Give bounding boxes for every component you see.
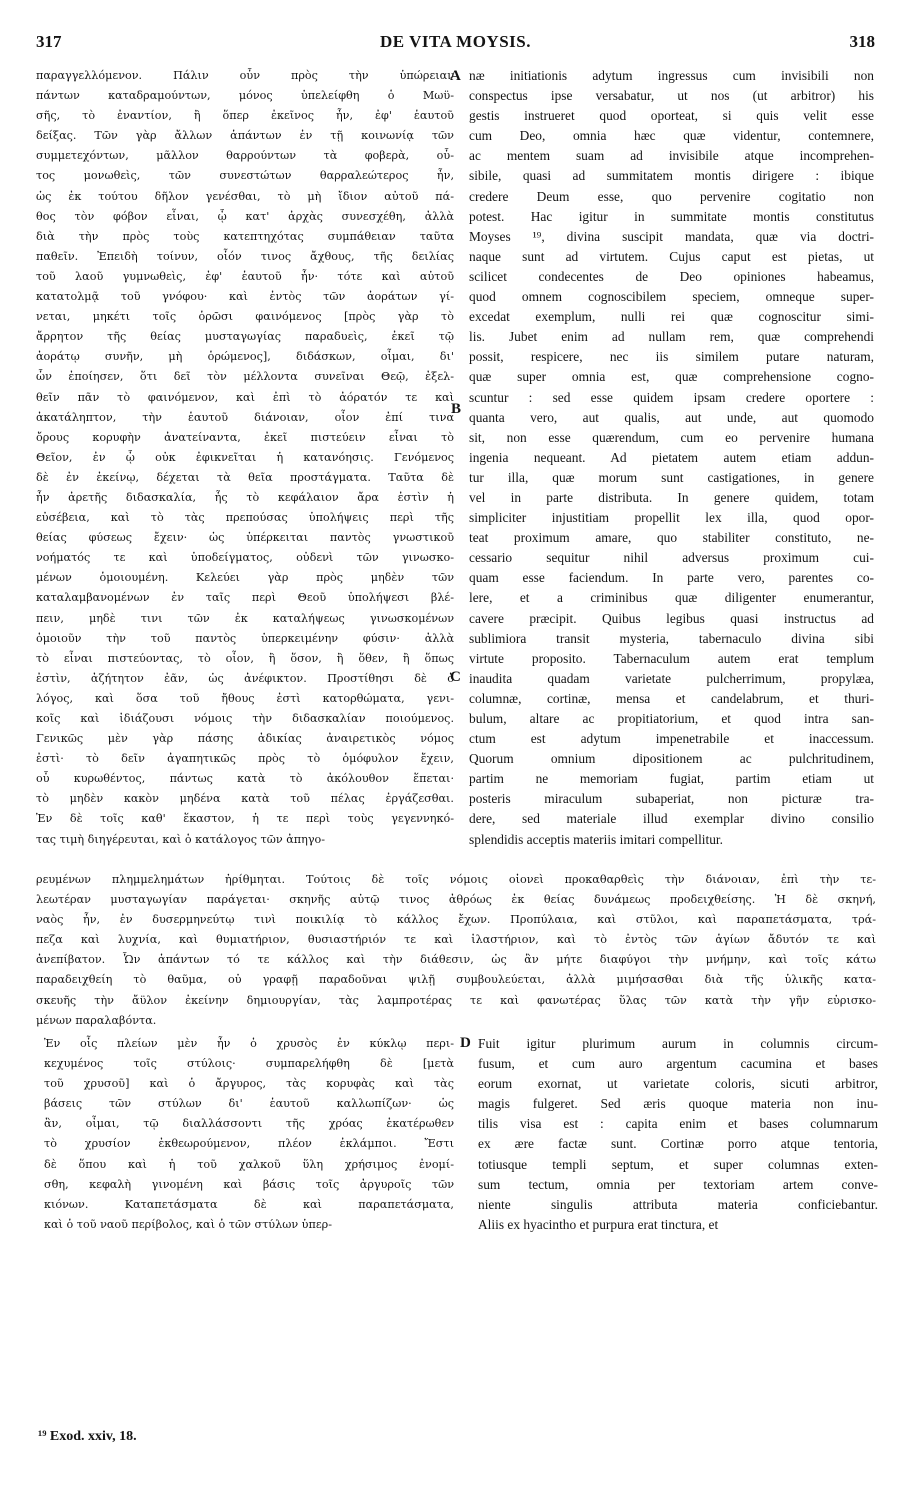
- latin-text-line: excedat exemplum, nulli rei quæ cognoscitur simi-: [469, 309, 874, 325]
- latin-text-line: lere, et a criminibus quæ diligenter enumerantur,: [469, 590, 874, 606]
- greek-text-line: μένων ὁμοιουμένη. Κελεύει γὰρ πρὸς μηδὲν τῶν: [36, 571, 454, 585]
- latin-text-line: eorum exornat, ut varietate coloris, sicuti arbitror,: [478, 1076, 878, 1092]
- latin-text-line: quanta vero, aut qualis, aut unde, aut quomodo: [469, 409, 874, 425]
- greek-text-line: παθεῖν. Ἐπειδὴ τοίνυν, οἷόν τινος ἄχθους, τῆς δειλίας: [36, 249, 454, 263]
- latin-text-line: naque sunt ad virtutem. Cujus caput est pietas, ut: [469, 248, 874, 264]
- greek-text-line: κατατολμᾷ τοῦ γνόφου· καὶ ἐντὸς τῶν ἀοράτων γί-: [36, 290, 454, 304]
- latin-text-line: conspectus ipse versabatur, ut nos (ut arbitror) his: [469, 88, 874, 104]
- latin-text-line: posteris miraculum subaperiat, non picturæ tra-: [469, 791, 874, 807]
- greek-text-line: σθη, κεφαλὴ γινομένη καὶ βάσις τοῖς ἀργυροῖς τῶν: [44, 1177, 454, 1191]
- greek-text-line: Θεῖον, ἐν ᾧ οὐκ ἐφικνεῖται ἡ κατανόησις. Γενόμενος: [36, 450, 454, 464]
- greek-text-line: εὐσέβεια, καὶ τὸ τὰς πρεπούσας ὑπολήψεις περὶ τῆς: [36, 511, 454, 525]
- latin-text-line: splendidis acceptis materiis imitari compellitur.: [469, 831, 723, 847]
- latin-text-line: quam esse faciendum. In parte vero, parentes co-: [469, 570, 874, 586]
- greek-text-line: τὸ μηδὲν κακὸν μηδένα κατὰ τοῦ πέλας ἐργάζεσθαι.: [36, 792, 454, 806]
- greek-text-line: θείας φύσεως ἔχειν· ὡς ὑπέρκειται παντὸς γνωστικοῦ: [36, 531, 454, 545]
- latin-text-line: bulum, altare ac propitiatorium, et quod intra san-: [469, 711, 874, 726]
- latin-text-line: sibile, quasi ad summitatem montis dirigere : ibique: [469, 168, 874, 184]
- latin-text-line: ingenia nequeant. Ad pietatem autem etiam addun-: [469, 449, 874, 465]
- greek-text-line: ἐστὶν, ἀζήτητον ἐᾶν, ὡς ἀνέφικτον. Προστίθησι δὲ ὁ: [36, 671, 454, 685]
- margin-letter-b: B: [451, 401, 462, 417]
- greek-text-line: Ἐν οἷς πλείων μὲν ἦν ὁ χρυσὸς ἐν κύκλῳ περι-: [44, 1037, 454, 1050]
- latin-text-line: quod omnem cognoscibilem speciem, omneque super-: [469, 289, 874, 305]
- latin-text-line: ctum est adytum impenetrabile et inaccessum.: [469, 731, 874, 747]
- latin-text-line: Moyses ¹⁹, divina suscipit mandata, quæ via doctri-: [469, 228, 874, 244]
- latin-text-line: fusum, et cum auro argentum cacumina et bases: [478, 1056, 878, 1072]
- greek-text-line: ἦν ἀρετῆς διδασκαλία, ἧς τὸ κεφάλαιον ἄρα ἐστὶν ἡ: [36, 490, 454, 504]
- greek-text-line: καταλαμβανομένων ἐν ταῖς περὶ Θεοῦ ὑπολήψεσι βλέ-: [36, 591, 454, 605]
- latin-text-line: Quorum omnium dipositionem ac pulchritudinem,: [469, 751, 874, 767]
- greek-text-line: ὡς ἐκ τούτου δῆλον γενέσθαι, τὸ μὴ ἴδιον αὐτοῦ πά-: [36, 189, 454, 203]
- latin-text-line: potest. Hac igitur in summitate montis constitutus: [469, 208, 874, 224]
- latin-column-top: [469, 66, 874, 850]
- greek-text-line: ἐστὶ· τὸ δεῖν ἀγαπητικῶς πρὸς τὸ ὁμόφυλον ἔχειν,: [36, 752, 454, 766]
- latin-text-line: magis fulgeret. Sed æris quoque materia non inu-: [478, 1096, 878, 1112]
- greek-text-line: νοήματός τε καὶ ὑποδείγματος, οὐδενὶ τῶν γινωσκο-: [36, 551, 454, 565]
- greek-text-line: νεται, μηκέτι τοῖς ὁρῶσι φαινόμενος [πρὸς γὰρ τὸ: [36, 310, 454, 324]
- greek-text-line: διὰ τὴν πρὸς τοὺς κατεπτηχότας συμπάθειαν ταῦτα: [36, 229, 454, 243]
- margin-letter-a: A: [450, 68, 461, 84]
- greek-text-line: καὶ ὁ τοῦ ναοῦ περίβολος, καὶ ὁ τῶν στύλων ὑπερ-: [44, 1217, 332, 1231]
- greek-text-line: θος τὸν φόβον εἶναι, ᾧ κατ' ἀρχὰς συνεσχέθη, ἀλλὰ: [36, 209, 454, 223]
- greek-text-line: τοῦ λαοῦ γυμνωθεὶς, ἐφ' ἑαυτοῦ ἦν· τότε καὶ αὐτοῦ: [36, 269, 454, 283]
- greek-text-line: συμμετεχόντων, μᾶλλον θαρρούντων τὰ φοβερὰ, οὗ-: [36, 149, 454, 163]
- greek-text-line: ἄρρητον τῆς θείας μυσταγωγίας παραδυεὶς, ἐκεῖ τῷ: [36, 330, 454, 344]
- greek-text-line: λόγος, καὶ ὅσα τοῦ ἤθους ἐστὶ κατορθώματα, γενι-: [36, 691, 454, 705]
- latin-text-line: columnæ, cortinæ, mensa et candelabrum, et thuri-: [469, 690, 874, 706]
- page-number-right: 318: [849, 32, 875, 51]
- greek-text-line: ἀκατάληπτον, τὴν ἑαυτοῦ διάνοιαν, οἷον ἐπί τινα: [36, 410, 454, 424]
- latin-text-line: næ initiationis adytum ingressus cum invisibili non: [469, 68, 874, 83]
- running-header: [36, 32, 875, 56]
- latin-text-line: cavere præcipit. Quibus legibus quasi instructus ad: [469, 610, 874, 626]
- footnote: ¹⁹ Exod. xxiv, 18.: [38, 1429, 137, 1444]
- greek-text-line: τὸ εἶναι πιστεύοντας, τὸ οἷον, ἢ ὅσον, ἢ ὅθεν, ἢ ὅπως: [36, 651, 454, 665]
- greek-text-line: πάντων καταδραμούντων, μόνος ὑπελείφθη ὁ Μωϋ-: [36, 89, 454, 103]
- latin-text-line: tilis visa est : capita enim et bases columnarum: [478, 1116, 878, 1132]
- latin-text-line: teat proximum amare, quo stabiliter constituto, ne-: [469, 530, 874, 546]
- greek-text-line: Γενικῶς μὲν γὰρ πάσης ἀδικίας ἀναιρετικὸς νόμος: [36, 732, 454, 746]
- latin-text-line: ex ære factæ sunt. Cortinæ porro atque tentoria,: [478, 1136, 878, 1152]
- latin-text-line: dere, sed materiale illud exemplar divino consilio: [469, 811, 874, 827]
- greek-text-line: κοῖς καὶ ἰδιάζουσι νόμοις τὴν διδασκαλίαν ποιούμενος.: [36, 712, 454, 725]
- greek-text-line: κιόνων. Καταπετάσματα δὲ καὶ παραπετάσματα,: [44, 1197, 454, 1211]
- greek-text-line: τας τιμὴ διηγέρευται, καὶ ὁ κατάλογος τῶν ἀπηγο-: [36, 832, 326, 846]
- greek-text-line: βάσεις τῶν στύλων δι' ἑαυτοῦ καλλωπίζων· ὡς: [44, 1097, 454, 1111]
- greek-text-line: ὧν ἐποίησεν, ὅτι δεῖ τὸν μέλλοντα συνεῖναι Θεῷ, ἐξελ-: [36, 370, 454, 384]
- latin-column-bottom: [478, 1034, 878, 1235]
- latin-text-line: sublimiora transit mysteria, tabernaculo divina sibi: [469, 630, 874, 646]
- greek-text-line: δείξας. Τῶν γὰρ ἄλλων ἁπάντων ἐν τῇ κοινωνίᾳ τῶν: [36, 129, 454, 143]
- latin-text-line: vel in parte distributa. In genere quidem, totam: [469, 489, 874, 505]
- latin-text-line: scilicet condecentes de Deo opiniones habeamus,: [469, 268, 874, 284]
- greek-text-line: τὸ χρυσίον ἐκθεωρούμενον, πλέον ἐκλάμποι. Ἔστι: [44, 1137, 454, 1151]
- margin-letter-c: C: [450, 669, 461, 685]
- greek-text-line: ἀοράτῳ συνῆν, μὴ ὁρώμενος], διδάσκων, οἶμαι, δι': [36, 350, 454, 364]
- latin-text-line: niente singulis attributa materia conficiebantur.: [478, 1196, 878, 1212]
- greek-text-line: σκευῆς τὴν ἄϋλον ἐκείνην δημιουργίαν, τὰς λαμπροτέρας τε καὶ φανωτέρας ὕλας τῶν κατὰ τὴν γῆν εὑρισκο-: [36, 993, 876, 1007]
- greek-text-line: κεχυμένος τοῖς στύλοις· συμπαρελήφθη δὲ [μετὰ: [44, 1057, 454, 1071]
- latin-text-line: credere Deum esse, quo pervenire cogitatio non: [469, 188, 874, 204]
- latin-text-line: simpliciter injustitiam propellit lex illa, quod opor-: [469, 510, 874, 526]
- greek-text-line: δὲ ὅπου καὶ ἡ τοῦ χαλκοῦ ὕλη χρήσιμος ἐνομί-: [44, 1157, 454, 1171]
- latin-text-line: possit, respicere, nec iis similem putare naturam,: [469, 349, 874, 365]
- latin-text-line: ac mentem suam ad invisibile atque incomprehen-: [469, 148, 874, 164]
- latin-text-line: cessario sequitur nihil adversus proximum cui-: [469, 550, 874, 566]
- greek-text-line: σῆς, τὸ ἐναντίον, ἢ ὅπερ ἐκεῖνος ἦν, ἐφ' ἑαυτοῦ: [36, 109, 454, 123]
- latin-text-line: sit, non esse quærendum, cum eo pervenire humana: [469, 429, 874, 445]
- latin-text-line: gestis instrueret quod oporteat, si quis velit esse: [469, 108, 874, 124]
- latin-text-line: Fuit igitur plurimum aurum in columnis circum-: [478, 1036, 878, 1051]
- greek-text-line: πεζα καὶ λυχνία, καὶ θυμιατήριον, θυσιαστήριόν τε καὶ ἱλαστήριον, καὶ τὸ ἐντὸς τῶν ἁγίων ἄδυτόν τε καὶ: [36, 933, 876, 947]
- greek-text-line: παραγγελλόμενον. Πάλιν οὖν πρὸς τὴν ὑπώρειαν: [36, 69, 454, 82]
- page-number-left: 317: [36, 32, 62, 51]
- latin-text-line: cum Deo, omnia hæc quæ videntur, contemnere,: [469, 128, 874, 144]
- greek-text-line: ναὸς ἦν, ἐν δυσερμηνεύτῳ τινὶ ποικιλίᾳ τὸ κάλλος ἔχων. Προπύλαια, καὶ στῦλοι, καὶ παραπετάσματα, τρά-: [36, 913, 876, 927]
- greek-text-line: μένων παραλαβόντα.: [36, 1013, 157, 1027]
- latin-text-line: virtute proposito. Tabernaculum autem erat templum: [469, 650, 874, 666]
- greek-text-line: πειν, μηδὲ τινι τῶν ἐκ καταλήψεως γινωσκομένων: [36, 611, 454, 625]
- greek-column-top: [36, 66, 454, 850]
- greek-text-line: Ἐν δὲ τοῖς καθ' ἕκαστον, ἡ τε περὶ τοὺς γεγεννηκό-: [36, 812, 454, 826]
- running-title: DE VITA MOYSIS.: [380, 32, 531, 51]
- latin-text-line: quæ super omnia est, quæ comprehensione cogno-: [469, 369, 874, 385]
- greek-text-line: λεωτέραν μυσταγωγίαν παράγεται· σκηνῆς αὐτῷ τινος ἀθρόως ἐκ θείας δυνάμεως προδειχθείσης. Ἡ δὲ σκηνή,: [36, 893, 876, 907]
- latin-text-line: sum tectum, omnia per textoriam artem conve-: [478, 1176, 878, 1192]
- latin-text-line: totiusque templi septum, et super columnas exten-: [478, 1156, 878, 1172]
- latin-text-line: scuntur : sed esse quidem ipsam credere oportere :: [469, 389, 874, 405]
- margin-letter-d: D: [460, 1035, 471, 1051]
- greek-text-line: ὁμοιοῦν τὴν τοῦ παντὸς ὑπερκειμένην φύσιν· ἀλλὰ: [36, 631, 454, 645]
- latin-text-line: partim ne memoriam fugiat, partim etiam ut: [469, 771, 874, 787]
- greek-text-line: ρευμένων πλημμελημάτων ἠρίθμηται. Τούτοις δὲ τοῖς νόμοις οἱονεὶ προκαθαρθεὶς τὴν διάνοιαν, ἐπὶ τὴν τε-: [36, 873, 876, 886]
- latin-text-line: inaudita quadam varietate pulcherrimum, propylæa,: [469, 670, 874, 686]
- greek-text-line: δὲ ἐν ἐκείνῳ, δέχεται τὰ θεῖα προστάγματα. Ταῦτα δὲ: [36, 470, 454, 484]
- greek-text-line: θεῖν πᾶν τὸ φαινόμενον, καὶ ἐπὶ τὸ ἀόρατόν τε καὶ: [36, 390, 454, 404]
- greek-text-line: παραδειχθείη τὸ θαῦμα, οὐ γραφῇ παραδοῦναι ψιλῇ συμβουλεύεται, ἀλλὰ μιμήσασθαι διὰ τῆς ὑλικῆς κατα-: [36, 973, 876, 987]
- greek-text-line: τος μονωθεὶς, τῶν συνεστώτων θαρραλεώτερος ἦν,: [36, 169, 454, 183]
- latin-text-line: tur illa, quæ morum sunt castigationes, in genere: [469, 469, 874, 485]
- greek-text-line: ἂν, οἶμαι, τῷ διαλλάσσοντι τῆς χρόας ἑκατέρωθεν: [44, 1117, 454, 1131]
- greek-text-line: τοῦ χρυσοῦ] καὶ ὁ ἄργυρος, τὰς κορυφὰς καὶ τὰς: [44, 1077, 454, 1091]
- greek-text-line: ὄρους κορυφὴν ἀνατείναντα, ἐκεῖ πιστεύειν εἶναι τὸ: [36, 430, 454, 444]
- greek-text-line: οὗ κυρωθέντος, πάντως κατὰ τὸ ἀκόλουθον ἕπεται·: [36, 772, 454, 786]
- greek-column-bottom: [44, 1034, 454, 1235]
- greek-text-line: ἀνεπίβατον. Ὧν ἁπάντων τό τε κάλλος καὶ τὴν διάθεσιν, ὡς ἂν μήτε διαφύγοι τὴν μνήμην, καὶ τοῖς κάτω: [36, 953, 876, 967]
- greek-full-width-block: [36, 870, 876, 1031]
- latin-text-line: lis. Jubet enim ad nullam rem, quæ comprehendi: [469, 329, 874, 345]
- latin-text-line: Aliis ex hyacintho et purpura erat tinctura, et: [478, 1216, 719, 1232]
